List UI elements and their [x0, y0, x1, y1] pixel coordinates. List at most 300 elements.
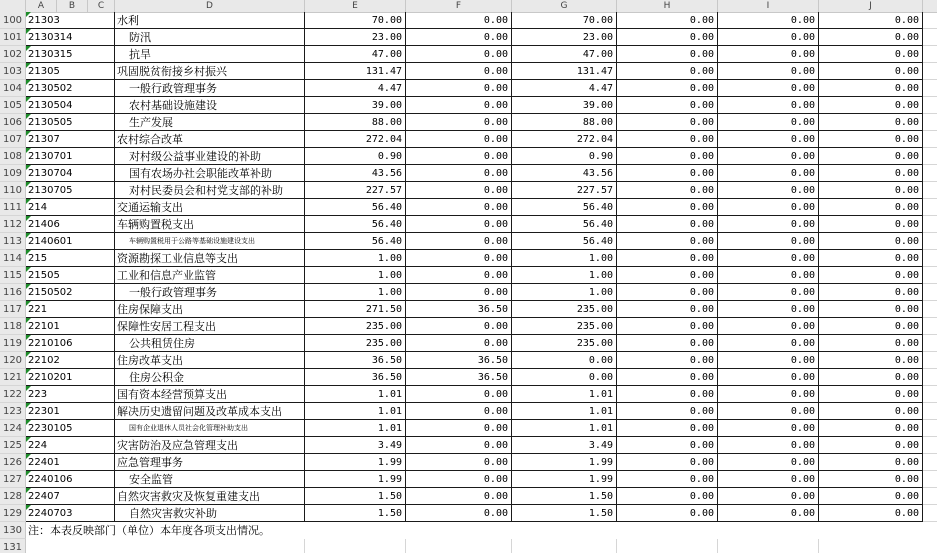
cell-name[interactable]: 对村民委员会和村党支部的补助 [115, 182, 305, 199]
row-number[interactable]: 110 [0, 182, 26, 199]
cell-code[interactable] [26, 437, 115, 454]
cell-f[interactable]: 0.00 [406, 199, 512, 216]
cell-h[interactable]: 0.00 [617, 488, 718, 505]
cell-f[interactable]: 0.00 [406, 471, 512, 488]
cell-name[interactable]: 自然灾害救灾补助 [115, 505, 305, 522]
cell-f[interactable]: 0.00 [406, 318, 512, 335]
cell-k[interactable] [923, 369, 937, 386]
cell-h[interactable]: 0.00 [617, 46, 718, 63]
row-number[interactable]: 122 [0, 386, 26, 403]
cell-j[interactable]: 0.00 [819, 471, 923, 488]
cell-f[interactable]: 36.50 [406, 301, 512, 318]
cell-j[interactable]: 0.00 [819, 318, 923, 335]
cell-j[interactable]: 0.00 [819, 12, 923, 29]
row-number[interactable]: 119 [0, 335, 26, 352]
cell-name[interactable]: 水利 [115, 12, 305, 29]
row-number[interactable]: 108 [0, 148, 26, 165]
cell-g[interactable]: 88.00 [512, 114, 617, 131]
column-header-j[interactable]: J [819, 0, 923, 12]
cell-name[interactable]: 国有资本经营预算支出 [115, 386, 305, 403]
cell-k[interactable] [923, 318, 937, 335]
cell-g[interactable]: 1.50 [512, 488, 617, 505]
cell-k[interactable] [923, 284, 937, 301]
cell-f[interactable]: 0.00 [406, 250, 512, 267]
cell-e[interactable]: 131.47 [305, 63, 406, 80]
column-header-b[interactable]: B [57, 0, 88, 12]
cell-i[interactable]: 0.00 [718, 148, 819, 165]
cell-e[interactable]: 1.50 [305, 488, 406, 505]
cell-code[interactable] [26, 386, 115, 403]
cell-k[interactable] [923, 97, 937, 114]
cell-i[interactable]: 0.00 [718, 46, 819, 63]
row-number[interactable]: 120 [0, 352, 26, 369]
cell-f[interactable]: 0.00 [406, 97, 512, 114]
cell-i[interactable]: 0.00 [718, 352, 819, 369]
cell-g[interactable]: 272.04 [512, 131, 617, 148]
cell-g[interactable]: 47.00 [512, 46, 617, 63]
cell-g[interactable]: 4.47 [512, 80, 617, 97]
cell-e[interactable]: 1.01 [305, 403, 406, 420]
row-number[interactable]: 124 [0, 420, 26, 437]
cell-j[interactable]: 0.00 [819, 454, 923, 471]
cell-j[interactable]: 0.00 [819, 335, 923, 352]
cell-g[interactable]: 23.00 [512, 29, 617, 46]
cell-i[interactable]: 0.00 [718, 318, 819, 335]
cell-code[interactable] [26, 148, 115, 165]
column-header-f[interactable]: F [406, 0, 512, 12]
cell-f[interactable]: 0.00 [406, 420, 512, 437]
cell-h[interactable]: 0.00 [617, 165, 718, 182]
cell-k[interactable] [923, 488, 937, 505]
cell-code[interactable] [26, 454, 115, 471]
row-number[interactable]: 127 [0, 471, 26, 488]
select-all-corner[interactable] [0, 0, 26, 12]
cell-e[interactable]: 1.99 [305, 454, 406, 471]
cell-name[interactable]: 灾害防治及应急管理支出 [115, 437, 305, 454]
cell-g[interactable]: 1.01 [512, 386, 617, 403]
cell-g[interactable]: 235.00 [512, 318, 617, 335]
cell-code[interactable] [26, 63, 115, 80]
cell-name[interactable]: 安全监管 [115, 471, 305, 488]
row-number[interactable]: 126 [0, 454, 26, 471]
row-number[interactable]: 116 [0, 284, 26, 301]
cell-g[interactable]: 1.50 [512, 505, 617, 522]
row-number[interactable]: 100 [0, 12, 26, 29]
cell-k[interactable] [923, 46, 937, 63]
cell-k[interactable] [923, 165, 937, 182]
cell-h[interactable]: 0.00 [617, 267, 718, 284]
cell-e[interactable]: 88.00 [305, 114, 406, 131]
cell-j[interactable]: 0.00 [819, 403, 923, 420]
cell-code[interactable] [26, 233, 115, 250]
cell-i[interactable]: 0.00 [718, 182, 819, 199]
cell-g[interactable]: 0.00 [512, 352, 617, 369]
cell-name[interactable]: 保障性安居工程支出 [115, 318, 305, 335]
cell-g[interactable]: 1.99 [512, 471, 617, 488]
cell-i[interactable]: 0.00 [718, 131, 819, 148]
cell-e[interactable]: 56.40 [305, 216, 406, 233]
cell-e[interactable]: 1.50 [305, 505, 406, 522]
cell-code[interactable] [26, 12, 115, 29]
cell-code[interactable] [26, 318, 115, 335]
cell-e[interactable]: 4.47 [305, 80, 406, 97]
cell-h[interactable]: 0.00 [617, 352, 718, 369]
cell-g[interactable]: 1.00 [512, 284, 617, 301]
cell-i[interactable]: 0.00 [718, 114, 819, 131]
cell-code[interactable] [26, 97, 115, 114]
cell-j[interactable]: 0.00 [819, 148, 923, 165]
cell-j[interactable]: 0.00 [819, 488, 923, 505]
cell-h[interactable]: 0.00 [617, 318, 718, 335]
cell-j[interactable]: 0.00 [819, 301, 923, 318]
row-number[interactable]: 109 [0, 165, 26, 182]
cell-e[interactable]: 70.00 [305, 12, 406, 29]
cell-h[interactable]: 0.00 [617, 12, 718, 29]
cell-f[interactable]: 0.00 [406, 233, 512, 250]
cell-h[interactable]: 0.00 [617, 471, 718, 488]
cell-f[interactable]: 0.00 [406, 12, 512, 29]
cell-e[interactable]: 36.50 [305, 352, 406, 369]
cell-e[interactable]: 272.04 [305, 131, 406, 148]
cell-g[interactable]: 43.56 [512, 165, 617, 182]
cell-h[interactable]: 0.00 [617, 454, 718, 471]
row-number[interactable]: 128 [0, 488, 26, 505]
row-number[interactable]: 125 [0, 437, 26, 454]
cell-f[interactable]: 0.00 [406, 488, 512, 505]
cell-g[interactable]: 131.47 [512, 63, 617, 80]
cell-e[interactable]: 43.56 [305, 165, 406, 182]
cell-j[interactable]: 0.00 [819, 352, 923, 369]
cell-f[interactable]: 0.00 [406, 216, 512, 233]
cell-e[interactable]: 235.00 [305, 335, 406, 352]
cell-f[interactable]: 36.50 [406, 369, 512, 386]
cell-f[interactable]: 0.00 [406, 386, 512, 403]
cell-e[interactable]: 0.90 [305, 148, 406, 165]
cell-i[interactable]: 0.00 [718, 97, 819, 114]
cell-code[interactable] [26, 488, 115, 505]
cell-f[interactable]: 36.50 [406, 352, 512, 369]
cell-k[interactable] [923, 403, 937, 420]
cell-h[interactable]: 0.00 [617, 250, 718, 267]
cell-h[interactable]: 0.00 [617, 505, 718, 522]
cell-i[interactable]: 0.00 [718, 301, 819, 318]
cell-name[interactable]: 资源勘探工业信息等支出 [115, 250, 305, 267]
cell-f[interactable]: 0.00 [406, 29, 512, 46]
column-header-g[interactable]: G [512, 0, 617, 12]
cell-h[interactable]: 0.00 [617, 29, 718, 46]
cell-f[interactable]: 0.00 [406, 63, 512, 80]
cell-name[interactable]: 应急管理事务 [115, 454, 305, 471]
cell-f[interactable]: 0.00 [406, 148, 512, 165]
cell-h[interactable]: 0.00 [617, 386, 718, 403]
cell-name[interactable]: 工业和信息产业监管 [115, 267, 305, 284]
row-number[interactable]: 114 [0, 250, 26, 267]
cell-e[interactable]: 1.00 [305, 267, 406, 284]
cell-j[interactable]: 0.00 [819, 233, 923, 250]
cell-h[interactable]: 0.00 [617, 114, 718, 131]
cell-code[interactable] [26, 471, 115, 488]
row-number[interactable]: 104 [0, 80, 26, 97]
cell-i[interactable]: 0.00 [718, 29, 819, 46]
cell-e[interactable]: 1.00 [305, 284, 406, 301]
cell-k[interactable] [923, 182, 937, 199]
cell-h[interactable]: 0.00 [617, 80, 718, 97]
cell-i[interactable]: 0.00 [718, 471, 819, 488]
cell-i[interactable]: 0.00 [718, 284, 819, 301]
cell-code[interactable] [26, 284, 115, 301]
cell-i[interactable]: 0.00 [718, 250, 819, 267]
cell-i[interactable]: 0.00 [718, 12, 819, 29]
cell-name[interactable]: 住房公积金 [115, 369, 305, 386]
cell-code[interactable] [26, 80, 115, 97]
row-number[interactable]: 129 [0, 505, 26, 522]
cell-i[interactable]: 0.00 [718, 505, 819, 522]
cell-j[interactable]: 0.00 [819, 114, 923, 131]
cell-h[interactable]: 0.00 [617, 284, 718, 301]
cell-h[interactable]: 0.00 [617, 182, 718, 199]
cell-i[interactable]: 0.00 [718, 488, 819, 505]
cell-g[interactable]: 235.00 [512, 301, 617, 318]
cell-f[interactable]: 0.00 [406, 46, 512, 63]
cell-e[interactable]: 1.01 [305, 386, 406, 403]
cell-j[interactable]: 0.00 [819, 284, 923, 301]
row-number[interactable]: 102 [0, 46, 26, 63]
row-number[interactable]: 121 [0, 369, 26, 386]
cell-code[interactable] [26, 267, 115, 284]
cell-g[interactable]: 227.57 [512, 182, 617, 199]
cell-k[interactable] [923, 29, 937, 46]
cell-k[interactable] [923, 335, 937, 352]
cell-name[interactable]: 解决历史遗留问题及改革成本支出 [115, 403, 305, 420]
cell-code[interactable] [26, 505, 115, 522]
cell-k[interactable] [923, 352, 937, 369]
cell-code[interactable] [26, 29, 115, 46]
footnote-text[interactable]: 注：本表反映部门（单位）本年度各项支出情况。 [28, 524, 270, 537]
cell-h[interactable]: 0.00 [617, 199, 718, 216]
cell-h[interactable]: 0.00 [617, 148, 718, 165]
cell-i[interactable]: 0.00 [718, 267, 819, 284]
cell-name[interactable]: 公共租赁住房 [115, 335, 305, 352]
cell-h[interactable]: 0.00 [617, 97, 718, 114]
cell-f[interactable]: 0.00 [406, 131, 512, 148]
cell-j[interactable]: 0.00 [819, 250, 923, 267]
cell-name[interactable]: 国有企业退休人员社会化管理补助支出 [115, 420, 305, 437]
cell-j[interactable]: 0.00 [819, 29, 923, 46]
cell-j[interactable]: 0.00 [819, 369, 923, 386]
row-number[interactable]: 113 [0, 233, 26, 250]
cell-h[interactable]: 0.00 [617, 437, 718, 454]
cell-g[interactable]: 56.40 [512, 199, 617, 216]
cell-k[interactable] [923, 505, 937, 522]
row-number[interactable]: 111 [0, 199, 26, 216]
cell-name[interactable]: 住房保障支出 [115, 301, 305, 318]
cell-e[interactable]: 36.50 [305, 369, 406, 386]
cell-j[interactable]: 0.00 [819, 131, 923, 148]
cell-h[interactable]: 0.00 [617, 301, 718, 318]
cell-g[interactable]: 70.00 [512, 12, 617, 29]
row-number[interactable]: 105 [0, 97, 26, 114]
cell-e[interactable]: 56.40 [305, 233, 406, 250]
cell-name[interactable]: 住房改革支出 [115, 352, 305, 369]
cell-g[interactable]: 1.01 [512, 403, 617, 420]
column-header-c[interactable]: C [88, 0, 115, 12]
column-header-i[interactable]: I [718, 0, 819, 12]
cell-f[interactable]: 0.00 [406, 165, 512, 182]
cell-k[interactable] [923, 233, 937, 250]
cell-f[interactable]: 0.00 [406, 505, 512, 522]
cell-j[interactable]: 0.00 [819, 165, 923, 182]
cell-code[interactable] [26, 199, 115, 216]
cell-code[interactable] [26, 182, 115, 199]
cell-e[interactable]: 23.00 [305, 29, 406, 46]
row-number[interactable]: 106 [0, 114, 26, 131]
cell-j[interactable]: 0.00 [819, 97, 923, 114]
row-number[interactable]: 115 [0, 267, 26, 284]
row-number[interactable]: 130 [0, 522, 26, 539]
cell-g[interactable]: 56.40 [512, 216, 617, 233]
cell-h[interactable]: 0.00 [617, 216, 718, 233]
cell-g[interactable]: 235.00 [512, 335, 617, 352]
row-number[interactable]: 107 [0, 131, 26, 148]
cell-h[interactable]: 0.00 [617, 131, 718, 148]
cell-k[interactable] [923, 420, 937, 437]
cell-code[interactable] [26, 165, 115, 182]
cell-k[interactable] [923, 80, 937, 97]
cell-g[interactable]: 3.49 [512, 437, 617, 454]
row-number[interactable]: 112 [0, 216, 26, 233]
cell-j[interactable]: 0.00 [819, 182, 923, 199]
cell-g[interactable]: 56.40 [512, 233, 617, 250]
cell-i[interactable]: 0.00 [718, 233, 819, 250]
cell-j[interactable]: 0.00 [819, 420, 923, 437]
cell-f[interactable]: 0.00 [406, 437, 512, 454]
cell-j[interactable]: 0.00 [819, 267, 923, 284]
cell-h[interactable]: 0.00 [617, 403, 718, 420]
cell-code[interactable] [26, 403, 115, 420]
cell-e[interactable]: 1.00 [305, 250, 406, 267]
cell-j[interactable]: 0.00 [819, 386, 923, 403]
cell-i[interactable]: 0.00 [718, 63, 819, 80]
cell-i[interactable]: 0.00 [718, 437, 819, 454]
cell-g[interactable]: 1.00 [512, 267, 617, 284]
cell-j[interactable]: 0.00 [819, 216, 923, 233]
cell-k[interactable] [923, 216, 937, 233]
cell-name[interactable]: 巩固脱贫衔接乡村振兴 [115, 63, 305, 80]
cell-code[interactable] [26, 250, 115, 267]
cell-code[interactable] [26, 335, 115, 352]
cell-e[interactable]: 1.99 [305, 471, 406, 488]
cell-e[interactable]: 227.57 [305, 182, 406, 199]
cell-k[interactable] [923, 12, 937, 29]
cell-k[interactable] [923, 437, 937, 454]
cell-i[interactable]: 0.00 [718, 403, 819, 420]
cell-e[interactable]: 271.50 [305, 301, 406, 318]
row-number[interactable]: 123 [0, 403, 26, 420]
cell-i[interactable]: 0.00 [718, 386, 819, 403]
cell-f[interactable]: 0.00 [406, 267, 512, 284]
cell-name[interactable]: 农村综合改革 [115, 131, 305, 148]
cell-name[interactable]: 对村级公益事业建设的补助 [115, 148, 305, 165]
cell-code[interactable] [26, 301, 115, 318]
cell-g[interactable]: 1.00 [512, 250, 617, 267]
cell-name[interactable]: 交通运输支出 [115, 199, 305, 216]
cell-f[interactable]: 0.00 [406, 284, 512, 301]
cell-k[interactable] [923, 267, 937, 284]
cell-name[interactable]: 国有农场办社会职能改革补助 [115, 165, 305, 182]
cell-code[interactable] [26, 352, 115, 369]
row-number[interactable]: 103 [0, 63, 26, 80]
cell-f[interactable]: 0.00 [406, 182, 512, 199]
cell-k[interactable] [923, 131, 937, 148]
cell-e[interactable]: 47.00 [305, 46, 406, 63]
cell-k[interactable] [923, 63, 937, 80]
cell-i[interactable]: 0.00 [718, 420, 819, 437]
cell-code[interactable] [26, 420, 115, 437]
cell-k[interactable] [923, 148, 937, 165]
cell-e[interactable]: 3.49 [305, 437, 406, 454]
row-number[interactable]: 117 [0, 301, 26, 318]
cell-code[interactable] [26, 114, 115, 131]
cell-code[interactable] [26, 369, 115, 386]
cell-k[interactable] [923, 301, 937, 318]
cell-g[interactable]: 1.01 [512, 420, 617, 437]
cell-g[interactable]: 1.99 [512, 454, 617, 471]
cell-f[interactable]: 0.00 [406, 114, 512, 131]
cell-i[interactable]: 0.00 [718, 199, 819, 216]
cell-i[interactable]: 0.00 [718, 454, 819, 471]
cell-name[interactable]: 车辆购置税支出 [115, 216, 305, 233]
cell-name[interactable]: 车辆购置税用于公路等基础设施建设支出 [115, 233, 305, 250]
cell-j[interactable]: 0.00 [819, 505, 923, 522]
cell-code[interactable] [26, 216, 115, 233]
cell-name[interactable]: 防汛 [115, 29, 305, 46]
cell-f[interactable]: 0.00 [406, 454, 512, 471]
cell-g[interactable]: 39.00 [512, 97, 617, 114]
cell-code[interactable] [26, 131, 115, 148]
cell-name[interactable]: 一般行政管理事务 [115, 80, 305, 97]
cell-i[interactable]: 0.00 [718, 335, 819, 352]
cell-name[interactable]: 农村基础设施建设 [115, 97, 305, 114]
cell-j[interactable]: 0.00 [819, 80, 923, 97]
cell-j[interactable]: 0.00 [819, 63, 923, 80]
cell-name[interactable]: 生产发展 [115, 114, 305, 131]
cell-k[interactable] [923, 199, 937, 216]
cell-k[interactable] [923, 386, 937, 403]
cell-g[interactable]: 0.90 [512, 148, 617, 165]
cell-name[interactable]: 一般行政管理事务 [115, 284, 305, 301]
cell-name[interactable]: 自然灾害救灾及恢复重建支出 [115, 488, 305, 505]
column-header-e[interactable]: E [305, 0, 406, 12]
cell-e[interactable]: 56.40 [305, 199, 406, 216]
cell-name[interactable]: 抗旱 [115, 46, 305, 63]
cell-e[interactable]: 1.01 [305, 420, 406, 437]
cell-h[interactable]: 0.00 [617, 63, 718, 80]
cell-k[interactable] [923, 454, 937, 471]
cell-j[interactable]: 0.00 [819, 437, 923, 454]
cell-code[interactable] [26, 46, 115, 63]
cell-h[interactable]: 0.00 [617, 420, 718, 437]
cell-i[interactable]: 0.00 [718, 216, 819, 233]
column-header-d[interactable]: D [115, 0, 305, 12]
row-number[interactable]: 101 [0, 29, 26, 46]
column-header-h[interactable]: H [617, 0, 718, 12]
cell-f[interactable]: 0.00 [406, 403, 512, 420]
row-number[interactable]: 118 [0, 318, 26, 335]
cell-i[interactable]: 0.00 [718, 369, 819, 386]
cell-j[interactable]: 0.00 [819, 46, 923, 63]
cell-i[interactable]: 0.00 [718, 165, 819, 182]
cell-h[interactable]: 0.00 [617, 335, 718, 352]
